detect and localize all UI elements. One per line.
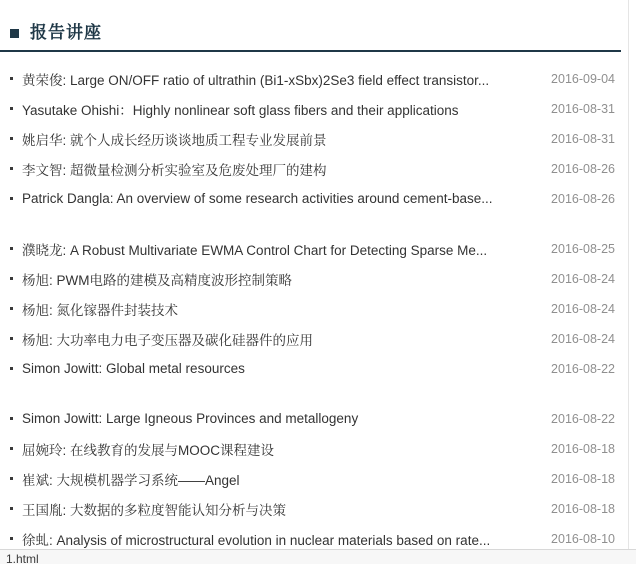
item-bullet-icon bbox=[10, 447, 13, 450]
lecture-title[interactable]: Yasutake Ohishi：Highly nonlinear soft glass fibers and their applications bbox=[22, 102, 459, 118]
lecture-date: 2016-08-18 bbox=[551, 501, 615, 516]
lecture-title[interactable]: 徐虬: Analysis of microstructural evolution in nuclear materials based on rate... bbox=[22, 532, 491, 548]
lecture-title[interactable]: Patrick Dangla: An overview of some research activities around cement-base... bbox=[22, 191, 493, 207]
item-bullet-icon bbox=[10, 247, 13, 250]
item-bullet-icon bbox=[10, 167, 13, 170]
item-bullet-icon bbox=[10, 197, 13, 200]
page-title: 报告讲座 bbox=[30, 23, 102, 42]
lecture-date: 2016-08-18 bbox=[551, 471, 615, 486]
lecture-item[interactable] bbox=[0, 324, 628, 354]
status-text: 1.html bbox=[6, 552, 39, 564]
lecture-title[interactable]: 濮晓龙: A Robust Multivariate EWMA Control Chart for Detecting Sparse Me... bbox=[22, 242, 488, 258]
lecture-title[interactable]: 姚启华: 就个人成长经历谈谈地质工程专业发展前景 bbox=[22, 132, 327, 148]
lecture-item[interactable] bbox=[0, 434, 628, 464]
lecture-item[interactable] bbox=[0, 154, 628, 184]
lecture-item[interactable] bbox=[0, 404, 628, 434]
item-bullet-icon bbox=[10, 537, 13, 540]
lecture-title[interactable]: Simon Jowitt: Global metal resources bbox=[22, 361, 245, 377]
item-bullet-icon bbox=[10, 477, 13, 480]
item-bullet-icon bbox=[10, 337, 13, 340]
item-bullet-icon bbox=[10, 137, 13, 140]
lecture-title[interactable]: 屈婉玲: 在线教育的发展与MOOC课程建设 bbox=[22, 442, 274, 458]
lecture-date: 2016-08-10 bbox=[551, 531, 615, 546]
lecture-title[interactable]: 杨旭: PWM电路的建模及高精度波形控制策略 bbox=[22, 272, 292, 288]
lecture-item[interactable] bbox=[0, 354, 628, 384]
item-bullet-icon bbox=[10, 367, 13, 370]
lecture-item[interactable] bbox=[0, 94, 628, 124]
lecture-date: 2016-08-31 bbox=[551, 131, 615, 146]
lecture-item[interactable] bbox=[0, 124, 628, 154]
item-bullet-icon bbox=[10, 507, 13, 510]
lecture-item[interactable] bbox=[0, 184, 628, 214]
lecture-item[interactable] bbox=[0, 264, 628, 294]
lecture-date: 2016-08-24 bbox=[551, 331, 615, 346]
lecture-date: 2016-08-22 bbox=[551, 361, 615, 376]
lecture-item[interactable] bbox=[0, 294, 628, 324]
lecture-date: 2016-08-25 bbox=[551, 241, 615, 256]
status-bar bbox=[0, 549, 636, 564]
section-header bbox=[0, 24, 621, 52]
lecture-item[interactable] bbox=[0, 464, 628, 494]
lecture-title[interactable]: 崔斌: 大规模机器学习系统——Angel bbox=[22, 472, 240, 488]
lecture-date: 2016-08-26 bbox=[551, 161, 615, 176]
item-bullet-icon bbox=[10, 77, 13, 80]
lecture-title[interactable]: 黄荣俊: Large ON/OFF ratio of ultrathin (Bi1-xSbx)2Se3 field effect transistor... bbox=[22, 72, 490, 88]
item-bullet-icon bbox=[10, 417, 13, 420]
lecture-date: 2016-08-22 bbox=[551, 411, 615, 426]
lecture-title[interactable]: 李文智: 超微量检测分析实验室及危废处理厂的建构 bbox=[22, 162, 327, 178]
lecture-group-1 bbox=[0, 64, 628, 214]
lecture-group-3 bbox=[0, 404, 628, 554]
lecture-title[interactable]: 王国胤: 大数据的多粒度智能认知分析与决策 bbox=[22, 502, 287, 518]
lecture-date: 2016-08-31 bbox=[551, 101, 615, 116]
lecture-title[interactable]: Simon Jowitt: Large Igneous Provinces and metallogeny bbox=[22, 411, 359, 427]
lecture-title[interactable]: 杨旭: 大功率电力电子变压器及碳化硅器件的应用 bbox=[22, 332, 314, 348]
lecture-date: 2016-08-18 bbox=[551, 441, 615, 456]
lecture-item[interactable] bbox=[0, 494, 628, 524]
lecture-date: 2016-09-04 bbox=[551, 71, 615, 86]
lecture-group-2 bbox=[0, 234, 628, 384]
item-bullet-icon bbox=[10, 277, 13, 280]
lecture-date: 2016-08-24 bbox=[551, 301, 615, 316]
lecture-date: 2016-08-26 bbox=[551, 191, 615, 206]
section-bullet-icon bbox=[10, 29, 19, 38]
lecture-date: 2016-08-24 bbox=[551, 271, 615, 286]
item-bullet-icon bbox=[10, 307, 13, 310]
lecture-item[interactable] bbox=[0, 64, 628, 94]
item-bullet-icon bbox=[10, 107, 13, 110]
lecture-item[interactable] bbox=[0, 234, 628, 264]
lecture-title[interactable]: 杨旭: 氮化镓器件封装技术 bbox=[22, 302, 179, 318]
